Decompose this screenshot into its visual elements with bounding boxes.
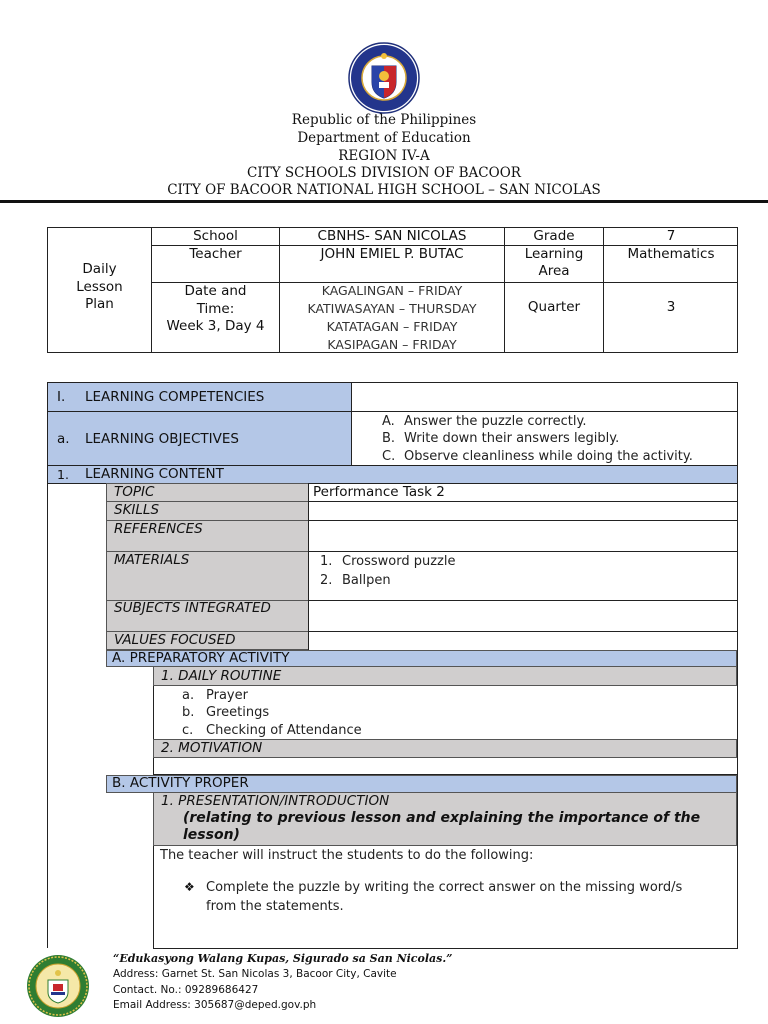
bullet-text-line2: from the statements. [206,899,344,914]
activity-proper-heading: B. ACTIVITY PROPER [112,775,249,791]
material-1-marker: 1. [320,554,333,569]
content-heading: LEARNING CONTENT [85,466,224,482]
objective-a-text: Answer the puzzle correctly. [404,414,587,429]
learning-area-label: Learning Area [524,246,584,279]
topic-value: Performance Task 2 [313,484,445,500]
topic-label: TOPIC [114,484,155,500]
presentation-heading: 1. PRESENTATION/INTRODUCTION [161,793,390,809]
objective-a-marker: A. [382,414,395,429]
footer-email: Email Address: 305687@deped.gov.ph [113,999,317,1011]
teacher-value: JOHN EMIEL P. BUTAC [320,246,464,262]
routine-c-text: Checking of Attendance [206,723,362,738]
school-motto: “Edukasyong Walang Kupas, Sigurado sa San Nicolas.” [113,952,453,965]
header-divider [0,200,768,203]
references-label: REFERENCES [114,521,203,537]
objective-b-text: Write down their answers legibly. [404,431,620,446]
school-value: CBNHS- SAN NICOLAS [317,228,467,244]
diamond-bullet-icon: ❖ [184,880,195,894]
content-number: 1. [57,467,69,482]
schedule-list: KAGALINGAN – FRIDAY KATIWASAYAN – THURSDAY KATATAGAN – FRIDAY KASIPAGAN – FRIDAY [307,283,477,352]
footer-contact: Contact. No.: 09289686427 [113,984,259,996]
daily-lesson-plan-title: Daily Lesson Plan [76,261,123,312]
materials-label: MATERIALS [114,552,190,568]
presentation-subheading-end: lesson) [183,827,240,843]
routine-a-marker: a. [182,688,195,703]
subjects-integrated-label: SUBJECTS INTEGRATED [114,600,271,616]
quarter-label: Quarter [527,299,581,315]
header-republic: Republic of the Philippines [291,112,477,128]
objective-c-marker: C. [382,449,396,464]
date-time-label: Date and Time: Week 3, Day 4 [166,283,265,334]
quarter-value: 3 [666,299,676,315]
objective-c-text: Observe cleanliness while doing the activity. [404,449,693,464]
daily-routine-heading: 1. DAILY ROUTINE [161,668,282,684]
objectives-number: a. [57,431,70,447]
competencies-heading: LEARNING COMPETENCIES [85,389,265,405]
instruction-text: The teacher will instruct the students to do the following: [160,848,534,863]
routine-b-text: Greetings [206,705,270,720]
routine-a-text: Prayer [206,688,248,703]
motivation-heading: 2. MOTIVATION [161,740,263,756]
bullet-text-line1: Complete the puzzle by writing the correct answer on the missing word/s [206,880,683,895]
header-department: Department of Education [297,130,471,146]
deped-seal [348,42,420,114]
header-school: CITY OF BACOOR NATIONAL HIGH SCHOOL – SAN NICOLAS [167,182,601,198]
learning-area-value: Mathematics [627,246,715,262]
header-division: CITY SCHOOLS DIVISION OF BACOOR [247,165,521,181]
school-logo [26,954,90,1018]
competencies-number: I. [57,389,66,405]
grade-value: 7 [666,228,676,244]
objective-b-marker: B. [382,431,396,446]
routine-c-marker: c. [182,723,194,738]
routine-b-marker: b. [182,705,195,720]
material-2-text: Ballpen [342,573,391,588]
grade-label: Grade [533,228,575,244]
teacher-label: Teacher [189,246,242,262]
header-region: REGION IV-A [338,148,430,164]
material-1-text: Crossword puzzle [342,554,456,569]
footer-address: Address: Garnet St. San Nicolas 3, Bacoor City, Cavite [113,968,397,980]
presentation-subheading: (relating to previous lesson and explaining the importance of the [183,810,701,826]
material-2-marker: 2. [320,573,333,588]
school-label: School [193,228,238,244]
preparatory-activity-heading: A. PREPARATORY ACTIVITY [112,650,290,666]
objectives-heading: LEARNING OBJECTIVES [85,431,239,447]
values-focused-label: VALUES FOCUSED [114,632,236,648]
skills-label: SKILLS [114,502,160,518]
